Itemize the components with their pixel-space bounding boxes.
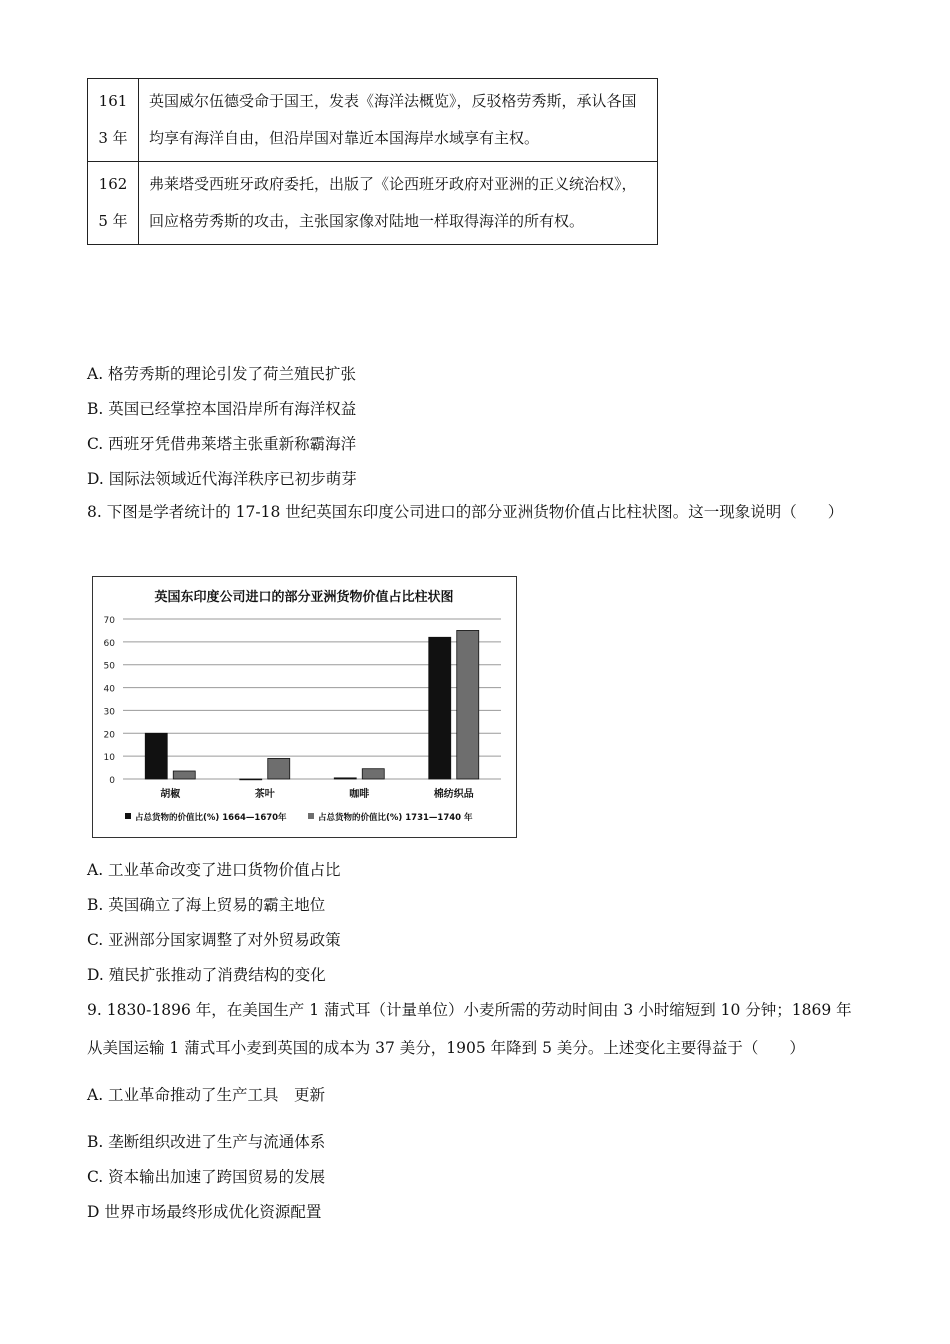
- q7-option-b: B. 英国已经掌控本国沿岸所有海洋权益: [87, 400, 357, 418]
- table-row: [88, 79, 658, 162]
- table-row: [88, 162, 658, 245]
- x-tick-label: 咖啡: [349, 789, 370, 800]
- event-cell: 英国威尔伍德受命于国王，发表《海洋法概览》，反驳格劳秀斯，承认各国均享有海洋自由，但沿岸国对靠近本国海岸水域享有主权。: [139, 79, 658, 162]
- bar-胡椒-series-2: [173, 771, 195, 779]
- year-cell: 162 5 年: [88, 162, 139, 245]
- legend-label: 占总货物的价值比(%) 1731—1740 年: [318, 813, 473, 823]
- q9-option-b: B. 垄断组织改进了生产与流通体系: [87, 1133, 326, 1151]
- q7-option-c: C. 西班牙凭借弗莱塔主张重新称霸海洋: [87, 435, 357, 453]
- q7-option-d: D. 国际法领域近代海洋秩序已初步萌芽: [87, 470, 357, 488]
- y-tick-label: 70: [103, 616, 115, 626]
- q8-option-b: B. 英国确立了海上贸易的霸主地位: [87, 896, 326, 914]
- bar-chart: [92, 576, 517, 838]
- bar-棉纺织品-series-1: [429, 637, 451, 779]
- q9-stem-line1: 9. 1830-1896 年，在美国生产 1 蒲式耳（计量单位）小麦所需的劳动时间由 3 小时缩短到 10 分钟；1869 年: [87, 1001, 852, 1019]
- legend-swatch: [308, 813, 314, 819]
- x-tick-label: 棉纺织品: [433, 789, 474, 800]
- q9-option-c: C. 资本输出加速了跨国贸易的发展: [87, 1168, 326, 1186]
- legend-swatch: [125, 813, 131, 819]
- q7-option-a: A. 格劳秀斯的理论引发了荷兰殖民扩张: [87, 365, 357, 383]
- y-tick-label: 0: [109, 776, 115, 786]
- bar-茶叶-series-1: [240, 779, 262, 780]
- q8-option-c: C. 亚洲部分国家调整了对外贸易政策: [87, 931, 341, 949]
- y-tick-label: 60: [103, 638, 115, 649]
- event-cell: 弗莱塔受西班牙政府委托，出版了《论西班牙政府对亚洲的正义统治权》，回应格劳秀斯的攻击，主张国家像对陆地一样取得海洋的所有权。: [139, 162, 658, 245]
- y-tick-label: 40: [103, 684, 115, 695]
- q8-option-a: A. 工业革命改变了进口货物价值占比: [87, 861, 341, 879]
- q8-stem: 8. 下图是学者统计的 17-18 世纪英国东印度公司进口的部分亚洲货物价值占比柱状图。这一现象说明（ ）: [87, 503, 844, 521]
- year-cell: 161 3 年: [88, 79, 139, 162]
- history-table: [87, 78, 658, 245]
- q8-option-d: D. 殖民扩张推动了消费结构的变化: [87, 966, 326, 984]
- x-tick-label: 胡椒: [160, 789, 181, 800]
- bar-咖啡-series-2: [362, 769, 384, 779]
- q9-stem-line2: 从美国运输 1 蒲式耳小麦到英国的成本为 37 美分，1905 年降到 5 美分。上述变化主要得益于（ ）: [87, 1039, 805, 1057]
- y-tick-label: 50: [103, 661, 115, 672]
- chart-title: 英国东印度公司进口的部分亚洲货物价值占比柱状图: [154, 590, 454, 605]
- bar-棉纺织品-series-2: [457, 630, 479, 779]
- y-tick-label: 30: [103, 707, 115, 718]
- q9-option-d: D 世界市场最终形成优化资源配置: [87, 1203, 322, 1221]
- bar-咖啡-series-1: [334, 778, 356, 779]
- bar-chart-svg: [93, 577, 516, 837]
- q9-option-a: A. 工业革命推动了生产工具 更新: [87, 1086, 326, 1104]
- bar-茶叶-series-2: [268, 758, 290, 779]
- y-tick-label: 10: [103, 753, 115, 764]
- y-tick-label: 20: [103, 730, 115, 741]
- legend-label: 占总货物的价值比(%) 1664—1670年: [135, 813, 287, 823]
- x-tick-label: 茶叶: [254, 789, 275, 800]
- bar-胡椒-series-1: [145, 733, 167, 779]
